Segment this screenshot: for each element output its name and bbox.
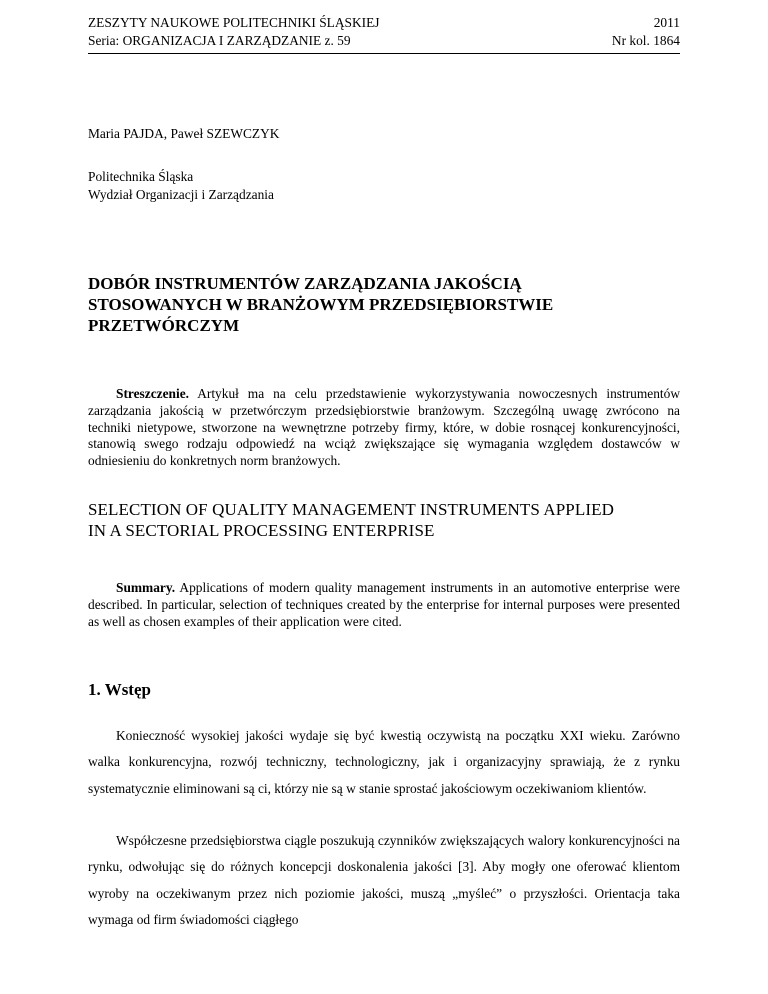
summary-text: Applications of modern quality management instruments in an automotive enterprise were described. In particular, selection of techniques created by the enterprise for internal purposes were presented as well as chosen examples of their application were cited. (88, 580, 680, 629)
title-polish-line: STOSOWANYCH W BRANŻOWYM PRZEDSIĘBIORSTWIE (88, 295, 554, 314)
series-info: Seria: ORGANIZACJA I ZARZĄDZANIE z. 59 (88, 33, 351, 48)
affiliation (88, 168, 274, 204)
running-header (88, 14, 680, 54)
title-english-line: IN A SECTORIAL PROCESSING ENTERPRISE (88, 520, 435, 540)
body-paragraph: Konieczność wysokiej jakości wydaje się być kwestią oczywistą na początku XXI wieku. Zarówno walka konkurencyjna, rozwój techniczny, technologiczny, jak i organizacyjny sprawiają, że z rynku systematycznie eliminowani są ci, którzy nie są w stanie sprostać jakościowym oczekiwaniom klientów. (88, 728, 680, 796)
body-paragraph: Współczesne przedsiębiorstwa ciągle poszukują czynników zwiększających walory konkurencyjności na rynku, odwołując się do różnych koncepcji doskonalenia jakości [3]. Aby mogły one oferować klientom wyroby na oczekiwanym przez nich poziomie jakości, muszą „myśleć” o przyszłości. Orientacja taka wymaga od firm świadomości ciągłego (88, 833, 680, 927)
section-heading: 1. Wstęp (88, 680, 151, 699)
summary-english (88, 580, 680, 630)
university-name: Politechnika Śląska (88, 169, 194, 184)
abstract-polish (88, 386, 680, 470)
title-polish-line: PRZETWÓRCZYM (88, 316, 240, 335)
title-polish (88, 273, 688, 336)
abstract-text: Artykuł ma na celu przedstawienie wykorzystywania nowoczesnych instrumentów zarządzania jakością w przetwórczym przedsiębiorstwie branżowym. Szczególną uwagę zwrócono na techniki nietypowe, stworzone na wewnętrzne potrzeby firmy, które, w dobie rosnącej konkurencyjności, stanowią swego rodzaju odpowiedź na wciąż zwiększające się wymagania względem dostawców w odniesieniu do konkretnych norm branżowych. (88, 386, 680, 469)
title-polish-line: DOBÓR INSTRUMENTÓW ZARZĄDZANIA JAKOŚCIĄ (88, 274, 522, 293)
issue-number: Nr kol. 1864 (611, 33, 680, 48)
title-english-line: SELECTION OF QUALITY MANAGEMENT INSTRUMENTS APPLIED (88, 500, 614, 519)
abstract-label: Streszczenie. (116, 386, 189, 401)
publication-year: 2011 (653, 15, 680, 30)
summary-label: Summary. (116, 580, 176, 595)
journal-name: ZESZYTY NAUKOWE POLITECHNIKI ŚLĄSKIEJ (88, 15, 380, 30)
title-english (88, 500, 708, 541)
authors: Maria PAJDA, Paweł SZEWCZYK (88, 126, 280, 141)
faculty-name: Wydział Organizacji i Zarządzania (88, 187, 274, 202)
